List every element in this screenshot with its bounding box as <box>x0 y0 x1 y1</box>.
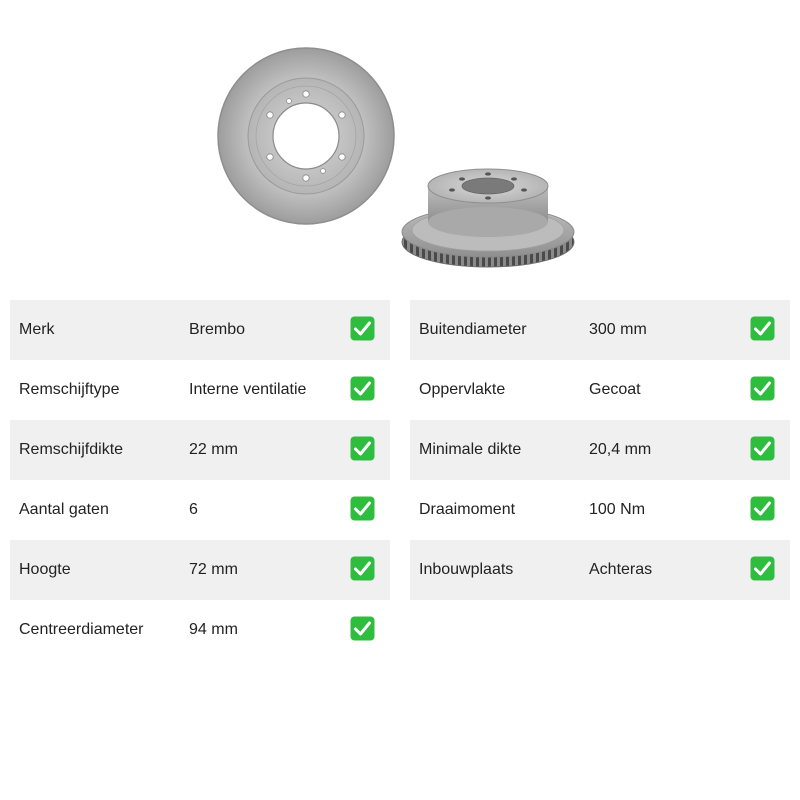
spec-row-buitendiameter <box>410 300 790 360</box>
check-icon <box>750 376 775 401</box>
brake-disc-front <box>218 48 394 224</box>
spec-row-remschijfdikte <box>10 420 390 480</box>
spec-row-remschijftype <box>10 360 390 420</box>
spec-row-inbouwplaats <box>410 540 790 600</box>
spec-value: 300 mm <box>589 321 647 338</box>
check-icon <box>350 376 375 401</box>
spec-value: 94 mm <box>189 621 238 638</box>
spec-label: Merk <box>19 321 55 338</box>
spec-value: Interne ventilatie <box>189 381 307 398</box>
check-icon <box>350 316 375 341</box>
check-icon <box>750 496 775 521</box>
check-icon <box>750 436 775 461</box>
spec-row-oppervlakte <box>410 360 790 420</box>
spec-value: Brembo <box>189 321 246 338</box>
spec-label: Remschijfdikte <box>19 441 124 458</box>
spec-label: Oppervlakte <box>419 381 506 398</box>
spec-value: 72 mm <box>189 561 238 578</box>
check-icon <box>350 496 375 521</box>
check-icon <box>350 556 375 581</box>
spec-label: Centreerdiameter <box>19 621 144 638</box>
spec-label: Remschijftype <box>19 381 120 398</box>
spec-label: Buitendiameter <box>419 321 527 338</box>
spec-row-merk <box>10 300 390 360</box>
check-icon <box>350 436 375 461</box>
check-icon <box>750 316 775 341</box>
spec-row-minimale-dikte <box>410 420 790 480</box>
brake-disc-side <box>402 169 574 267</box>
spec-value: 100 Nm <box>589 501 646 518</box>
spec-row-draaimoment <box>410 480 790 540</box>
spec-value: Achteras <box>589 561 653 578</box>
spec-label: Inbouwplaats <box>419 561 514 578</box>
brake-disc-image <box>200 30 600 280</box>
spec-label: Minimale dikte <box>419 441 522 458</box>
spec-value: Gecoat <box>589 381 641 398</box>
check-icon <box>350 616 375 641</box>
spec-row-aantal-gaten <box>10 480 390 540</box>
spec-value: 6 <box>189 501 198 518</box>
spec-value: 20,4 mm <box>589 441 652 458</box>
spec-table-right <box>410 300 790 600</box>
spec-row-centreerdiameter <box>10 600 390 660</box>
spec-table-left <box>10 300 390 660</box>
spec-label: Aantal gaten <box>19 501 109 518</box>
spec-row-hoogte <box>10 540 390 600</box>
spec-label: Hoogte <box>19 561 71 578</box>
check-icon <box>750 556 775 581</box>
spec-label: Draaimoment <box>419 501 516 518</box>
spec-value: 22 mm <box>189 441 238 458</box>
